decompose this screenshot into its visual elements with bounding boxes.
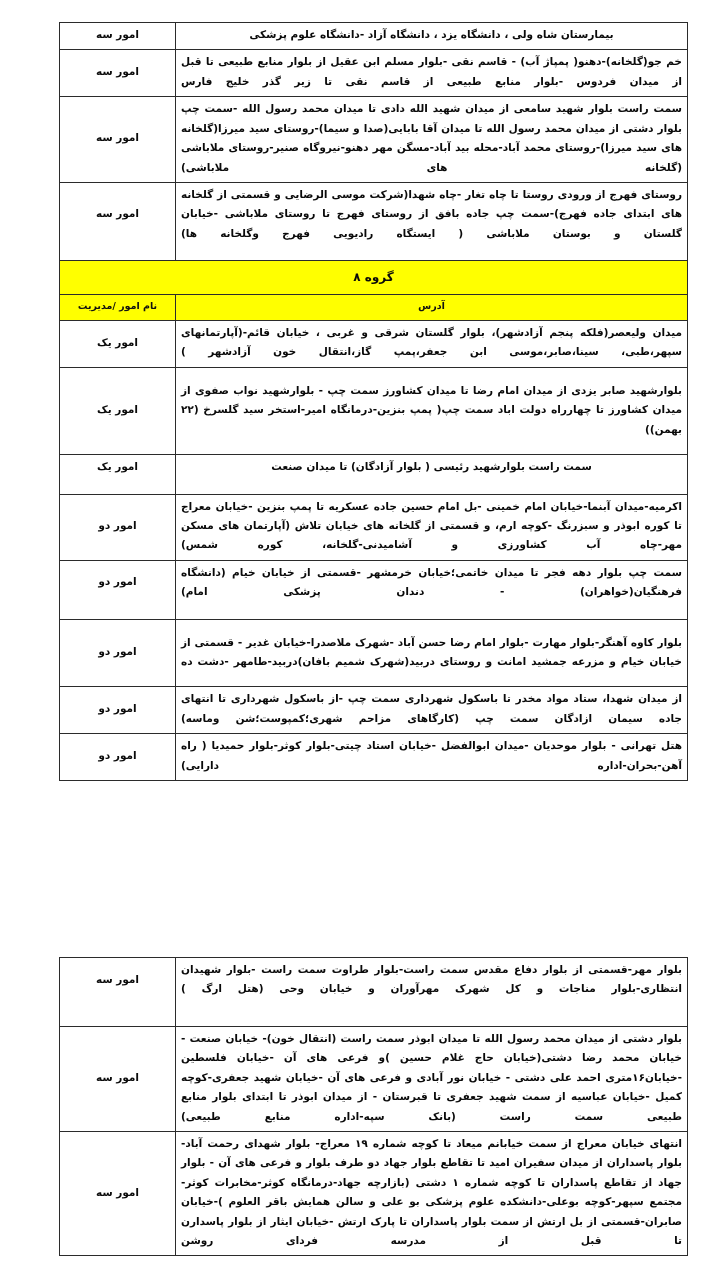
table-row xyxy=(60,1131,688,1256)
cell-address: بلوار مهر-قسمتی از بلوار دفاع مقدس سمت راست-بلوار طراوت سمت راست -بلوار شهیدان انتظاری-بلوار مناجات و کل شهرک مهرآوران و خیابان وحی (هتل ارگ ) xyxy=(176,958,688,1027)
table-row xyxy=(60,687,688,734)
cell-address: اکرمیه-میدان آبنما-خیابان امام خمینی -بل امام حسین جاده عسکریه تا پمپ بنزین -خیابان معراج تا کوره ابوذر و سبزرنگ -کوچه ارم، و قسمتی از گلخانه های خیابان تلاش (آپارتمان های مسکن مهر-چاه آب کشاورزی و آشامیدنی-گلخانه، کوره شمس) xyxy=(176,494,688,560)
cell-unit: امور یک xyxy=(60,320,176,367)
table-body-top xyxy=(60,23,688,781)
table-row xyxy=(60,50,688,97)
cell-address: بلوار کاوه آهنگر-بلوار مهارت -بلوار امام رضا حسن آباد -شهرک ملاصدرا-خیابان غدیر - قسمتی از خیابان خیام و مزرعه جمشید امانت و روستای دربید(شهرک شمیم بافان)دربید-طامهر -دشت ده xyxy=(176,619,688,687)
cell-unit: امور سه xyxy=(60,1131,176,1256)
cell-unit: امور سه xyxy=(60,50,176,97)
cell-unit: امور سه xyxy=(60,23,176,50)
cell-unit: امور یک xyxy=(60,367,176,454)
cell-address: میدان ولیعصر(فلکه پنجم آزادشهر)، بلوار گلستان شرقی و غربی ، خیابان قائم-(آپارتمانهای سپهر،طبی، سینا،صابر،موسی ابن جعفر،پمپ گاز،انتقال خون آزادشهر ) xyxy=(176,320,688,367)
cell-address: بیمارستان شاه ولی ، دانشگاه یزد ، دانشگاه آزاد -دانشگاه علوم پزشکی xyxy=(176,23,688,50)
table-body-bottom xyxy=(60,958,688,1256)
cell-unit: امور دو xyxy=(60,560,176,619)
cell-unit: امور سه xyxy=(60,97,176,183)
cell-address: از میدان شهدا، ستاد مواد مخدر تا باسکول شهرداری سمت چپ -از باسکول شهرداری تا انتهای جاده سیمان ازادگان سمت چپ (کارگاهای مزاحم شهری؛کمپوست؛شن وماسه) xyxy=(176,687,688,734)
table-row xyxy=(60,23,688,50)
address-table-top xyxy=(59,22,688,781)
cell-address: بلوارشهید صابر یزدی از میدان امام رضا تا میدان کشاورز سمت چپ - بلوارشهید نواب صفوی از میدان کشاورز تا چهارراه دولت اباد سمت چپ( پمپ بنزین-درمانگاه امیر-استخر سید گلسرخ (۲۲ بهمن)) xyxy=(176,367,688,454)
cell-unit: امور دو xyxy=(60,734,176,781)
cell-unit: امور سه xyxy=(60,958,176,1027)
table-row xyxy=(60,958,688,1027)
table-row xyxy=(60,734,688,781)
table-row xyxy=(60,1026,688,1131)
cell-unit: امور سه xyxy=(60,1026,176,1131)
table-row xyxy=(60,367,688,454)
cell-address: انتهای خیابان معراج از سمت خیابانم میعاد تا کوچه شماره ۱۹ معراج- بلوار شهدای رحمت آباد-بلوار پاسداران از میدان سفیران امید تا تقاطع بلوار جهاد دو طرف بلوار و فرعی های آن - بلوار جهاد از تقاطع پاسداران تا کوچه شماره ۱ دشتی (بازارچه جهاد-درمانگاه کوثر-مخابرات کوثر-مجتمع سپهر-کوچه بوعلی-دانشکده علوم پزشکی بو علی و سالن همایش باقر العلوم )-خیابان صابران-قسمتی از بل ارتش از سمت بلوار پاسداران تا پارک ارتش -خیابان ایثار از بلوار پاسدارن تا قبل از مدرسه فردای روشن xyxy=(176,1131,688,1256)
column-header-row xyxy=(60,295,688,321)
cell-unit: امور دو xyxy=(60,494,176,560)
table-row xyxy=(60,97,688,183)
cell-address: بلوار دشتی از میدان محمد رسول الله تا میدان ابوذر سمت راست (انتقال خون)- خیابان صنعت - خیابان محمد رضا دشتی(خیابان حاج غلام حسین )و فرعی های آن -خیابان فلسطین -خیابان۱۶متری احمد علی دشتی - خیابان نور آبادی و فرعی های آن -خیابان شهید جعفری-کوچه کمیل -خیابان عباسیه از سمت شهید جعفری تا قبرستان - از میدان ابوذر تا ابتدای بلوار منابع طبیعی سمت راست (بانک سپه-اداره منابع طبیعی) xyxy=(176,1026,688,1131)
table-row xyxy=(60,494,688,560)
cell-address: روستای فهرج از ورودی روستا تا چاه تغار -چاه شهدا(شرکت موسی الرضایی و قسمتی از گلخانه های ابتدای جاده فهرج)-سمت چپ جاده بافق از روستای فهرج تا روستای ملاباشی -خیابان گلستان و بوستان ملاباشی ( ایستگاه رادیویی فهرج وگلخانه ها) xyxy=(176,182,688,260)
cell-unit: امور دو xyxy=(60,687,176,734)
column-header-address: آدرس xyxy=(176,295,688,321)
group-banner-label: گروه ۸ xyxy=(60,261,688,295)
cell-address: سمت چپ بلوار دهه فجر تا میدان خاتمی؛خیابان خرمشهر -قسمتی از خیابان خیام (دانشگاه فرهنگیان(خواهران) - دندان پزشکی امام) xyxy=(176,560,688,619)
cell-address: خم جو(گلخانه)-دهنو( پمپاژ آب) - قاسم نقی -بلوار مسلم ابن عقیل از بلوار منابع طبیعی تا قبل از میدان فردوس -بلوار منابع طبیعی از قاسم نقی تا زیر گذر خلیج فارس xyxy=(176,50,688,97)
cell-unit: امور دو xyxy=(60,619,176,687)
group-banner-row xyxy=(60,261,688,295)
cell-address: سمت راست بلوار شهید سامعی از میدان شهید الله دادی تا میدان محمد رسول الله -سمت چپ بلوار دشتی از میدان محمد رسول الله تا میدان آقا بابایی(صدا و سیما)-روستای سید میرزا(گلخانه های سید میرزا)-روستای محمد آباد-محله بید آباد-مسگن مهر دهنو-نیروگاه صنیر-روستای ملاباشی (گلخانه های ملاباشی) xyxy=(176,97,688,183)
column-header-unit: نام امور /مدیریت xyxy=(60,295,176,321)
table-row xyxy=(60,619,688,687)
cell-address: هتل تهرانی - بلوار موحدیان -میدان ابوالفضل -خیابان استاد چیتی-بلوار کوثر-بلوار حمیدیا ( راه آهن-بحران-اداره دارایی) xyxy=(176,734,688,781)
cell-unit: امور سه xyxy=(60,182,176,260)
table-row xyxy=(60,455,688,494)
address-table-bottom xyxy=(59,957,688,1256)
cell-unit: امور یک xyxy=(60,455,176,494)
table-row xyxy=(60,560,688,619)
cell-address: سمت راست بلوارشهید رئیسی ( بلوار آزادگان) تا میدان صنعت xyxy=(176,455,688,494)
table-row xyxy=(60,320,688,367)
table-row xyxy=(60,182,688,260)
